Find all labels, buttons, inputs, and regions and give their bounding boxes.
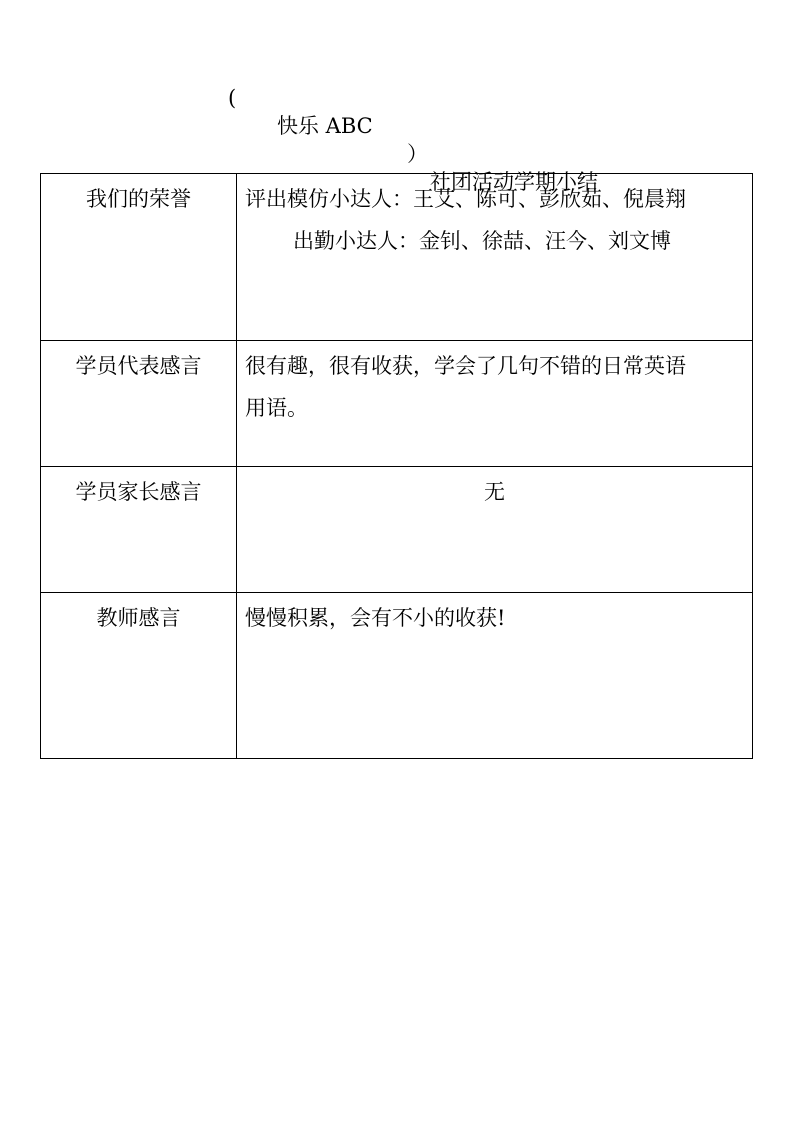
student-remarks-line: 用语。 [245,396,308,420]
row-label: 我们的荣誉 [41,174,237,341]
honors-line: 评出模仿小达人：王艾、陈可、彭欣茹、倪晨翔 [245,187,686,211]
parent-remarks-line: 无 [484,480,505,504]
student-remarks-content [237,341,753,467]
club-name: 快乐 ABC [277,114,373,138]
table-row-teacher-remarks [41,593,753,759]
summary-table [40,173,753,759]
table-row-student-remarks [41,341,753,467]
table-row-parent-remarks [41,467,753,593]
teacher-remarks-content [237,593,753,759]
row-label: 学员家长感言 [41,467,237,593]
title-paren-close: ） [407,142,428,166]
teacher-remarks-line: 慢慢积累，会有不小的收获! [245,606,506,630]
parent-remarks-content [237,467,753,593]
title-suffix: 社团活动学期小结 [430,170,598,194]
title-paren-open: ( [228,86,237,110]
row-label: 教师感言 [41,593,237,759]
student-remarks-line: 很有趣，很有收获，学会了几句不错的日常英语 [245,354,686,378]
table-row-honors [41,174,753,341]
honors-content [237,174,753,341]
row-label: 学员代表感言 [41,341,237,467]
honors-line: 出勤小达人：金钊、徐喆、汪今、刘文博 [293,229,671,253]
